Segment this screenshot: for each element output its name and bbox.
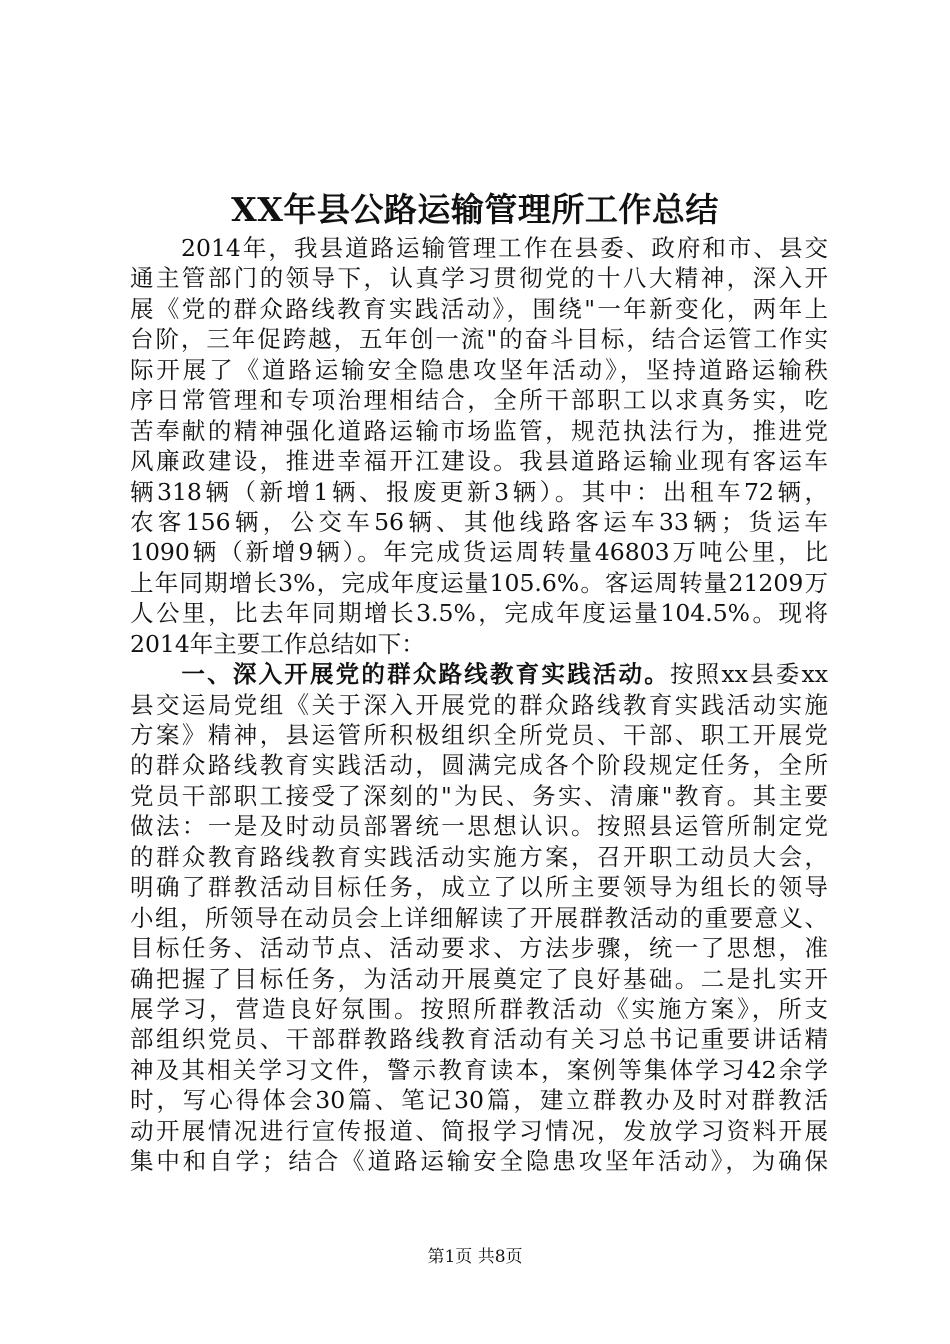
body-line: 上年同期增长3%，完成年度运量105.6%。客运周转量21209万 <box>130 568 828 597</box>
body-line: 辆318辆（新增1辆、报废更新3辆）。其中：出租车72辆， <box>130 477 828 506</box>
body-line: 方案》精神，县运管所积极组织全所党员、干部、职工开展党 <box>130 721 828 749</box>
body-line: 县交运局党组《关于深入开展党的群众路线教育实践活动实施 <box>130 690 828 719</box>
body-line: 风廉政建设，推进幸福开江建设。我县道路运输业现有客运车 <box>130 447 828 476</box>
document-body <box>130 233 828 1177</box>
section-heading: 一、深入开展党的群众路线教育实践活动。 <box>181 660 670 689</box>
body-line: 2014年主要工作总结如下： <box>130 629 425 658</box>
body-line: 明确了群教活动目标任务，成立了以所主要领导为组长的领导 <box>130 873 828 902</box>
body-line: 苦奉献的精神强化道路运输市场监管，规范执法行为，推进党 <box>130 416 828 445</box>
body-line: 时，写心得体会30篇、笔记30篇，建立群教办及时对群教活 <box>130 1086 828 1115</box>
body-line: 农客156辆，公交车56辆、其他线路客运车33辆；货运车 <box>130 507 828 536</box>
body-line: 目标任务、活动节点、活动要求、方法步骤，统一了思想，准 <box>130 934 828 963</box>
body-line: 2014年，我县道路运输管理工作在县委、政府和市、县交 <box>130 234 828 262</box>
document-title: XX年县公路运输管理所工作总结 <box>231 190 719 229</box>
body-line: 集中和自学；结合《道路运输安全隐患攻坚年活动》，为确保 <box>130 1147 828 1176</box>
body-line: 做法：一是及时动员部署统一思想认识。按照县运管所制定党 <box>130 812 828 841</box>
body-line: 际开展了《道路运输安全隐患攻坚年活动》，坚持道路运输秩 <box>130 355 828 384</box>
body-line: 的群众路线教育实践活动，圆满完成各个阶段规定任务，全所 <box>130 751 828 780</box>
body-line: 展《党的群众路线教育实践活动》，围绕"一年新变化，两年上 <box>130 294 828 323</box>
body-line: 1090辆（新增9辆）。年完成货运周转量46803万吨公里，比 <box>130 538 828 567</box>
body-line: 小组，所领导在动员会上详细解读了开展群教活动的重要意义、 <box>130 903 828 932</box>
body-line: 台阶，三年促跨越，五年创一流"的奋斗目标，结合运管工作实 <box>130 325 828 354</box>
body-line: 人公里，比去年同期增长3.5%，完成年度运量104.5%。现将 <box>130 599 828 628</box>
section-heading-line <box>130 659 828 689</box>
body-line: 展学习，营造良好氛围。按照所群教活动《实施方案》，所支 <box>130 994 828 1023</box>
page-number: 第1页 共8页 <box>427 1247 523 1267</box>
body-line: 序日常管理和专项治理相结合，全所干部职工以求真务实，吃 <box>130 386 828 415</box>
body-line: 部组织党员、干部群教路线教育活动有关习总书记重要讲话精 <box>130 1025 828 1054</box>
body-line: 动开展情况进行宣传报道、简报学习情况，发放学习资料开展 <box>130 1116 828 1145</box>
body-line: 神及其相关学习文件，警示教育读本，案例等集体学习42余学 <box>130 1055 828 1084</box>
body-line: 确把握了目标任务，为活动开展奠定了良好基础。二是扎实开 <box>130 964 828 993</box>
body-line: 通主管部门的领导下，认真学习贯彻党的十八大精神，深入开 <box>130 264 828 293</box>
body-line: 的群众教育路线教育实践活动实施方案，召开职工动员大会， <box>130 842 828 871</box>
section-heading-rest: 按照xx县委xx <box>669 660 829 689</box>
body-line: 党员干部职工接受了深刻的"为民、务实、清廉"教育。其主要 <box>130 781 828 810</box>
